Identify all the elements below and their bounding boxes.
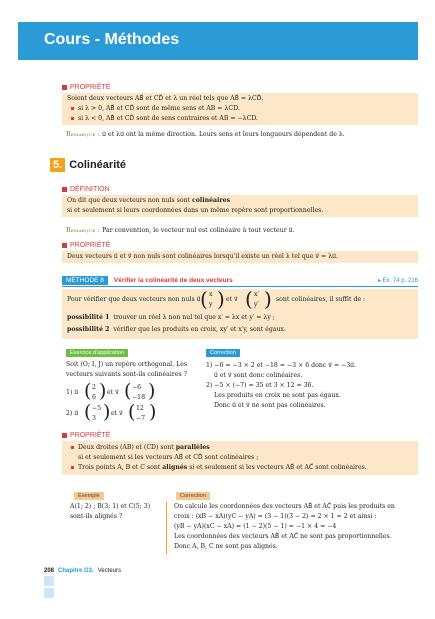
vector-v-coords: ( x′ y′ ) bbox=[245, 287, 272, 311]
header-banner bbox=[18, 22, 418, 60]
definition-line: si et seulement si leurs coordonnées dans un même repère sont proportionnelles. bbox=[67, 207, 324, 214]
method-intro: Pour vérifier que deux vecteurs non nuls u⃗ bbox=[67, 296, 201, 303]
property-heading: PROPRIÉTÉ bbox=[62, 242, 110, 249]
exercise-text: Soit (O; I, J) un repère orthogonal. Les vecteurs suivants sont-ils colinéaires ? bbox=[66, 361, 188, 378]
section-title: Colinéarité bbox=[69, 159, 127, 171]
bullet-icon bbox=[71, 107, 74, 110]
remark: Remarque : Par convention, le vecteur nul est colinéaire à tout vecteur u⃗. bbox=[66, 227, 295, 234]
definition-line: On dit que deux vecteurs non nuls sont colinéaires bbox=[67, 197, 231, 204]
exercise-reference-link[interactable]: ▸ Ex. 74 p. 216 bbox=[377, 278, 418, 284]
bullet-icon bbox=[71, 446, 74, 449]
correction-tag: Correction bbox=[206, 349, 240, 357]
exercise-question-2: 2) u⃗ ( −5 3 ) et v⃗ ( 12 −7 ) bbox=[66, 401, 157, 423]
property-box bbox=[62, 251, 418, 263]
property-line: si et seulement si les vecteurs AB⃗ et CD⃗ sont colinéaires ; bbox=[78, 454, 259, 461]
correction-text: 1) −6 = −3 × 2 et −18 = −3 × 6 donc v⃗ = −3u⃗. u⃗ et v⃗ sont donc colinéaires. 2) −5 × (−7) = 35 et 3 × 12 = 36. Les produits en croix ne sont pas égaux. Donc u⃗ et v⃗ ne sont pas colinéaires. bbox=[206, 362, 357, 409]
section-heading bbox=[50, 158, 126, 172]
correction-text: On calcule les coordonnées des vecteurs AB⃗ et AC⃗ puis les produits en croix : (xB − xA)(yC − yA) = (3 − 1)(3 − 2) = 2 × 1 = 2 et ainsi : (yB − yA)(xC − xA) = (1 − 2)(5 − 1) = −1 × 4 = −4 Les coordonnées des vecteurs AB⃗ et AC⃗ ne sont pas proportionnelles. Donc A, B, C ne sont pas alignés. bbox=[174, 503, 395, 550]
example-text: A(1; 2) ; B(3; 1) et C(5; 3) sont-ils alignés ? bbox=[66, 502, 167, 554]
property-line: Soient deux vecteurs AB⃗ et CD⃗ et λ un réel tels que AB⃗ = λCD⃗. bbox=[67, 95, 264, 102]
correction-tag: Correction bbox=[176, 492, 210, 500]
remark: Remarque : u⃗ et λu⃗ ont la même direction. Leurs sens et leurs longueurs dépendent de λ. bbox=[66, 131, 345, 138]
footer-decoration bbox=[44, 576, 54, 586]
vector-u-coords: ( x y ) bbox=[200, 287, 225, 311]
method-label: MÉTHODE 8 bbox=[62, 276, 108, 285]
method-title: Vérifier la colinéarité de deux vecteurs bbox=[113, 277, 233, 284]
method-box: Pour vérifier que deux vecteurs non nuls u⃗ ( x y ) et v⃗ ( x′ y′ ) sont colinéaires, il suffit de : possibilité 1 trouver un réel λ non nul tel que x′ = λx et y′ = λy ; possibilité 2 vérifier que les produits en croix, xy′ et x′y, sont égaux. bbox=[62, 289, 418, 339]
property-bullet: Trois points A, B et C sont alignés si et seulement si les vecteurs AB⃗ et AC⃗ sont colinéaires. bbox=[67, 464, 367, 471]
method-bar bbox=[62, 276, 418, 287]
property-box bbox=[62, 441, 418, 475]
page-footer bbox=[44, 568, 121, 574]
example-tag: Exemple bbox=[74, 492, 104, 500]
page-title: Cours - Méthodes bbox=[44, 31, 180, 48]
chapter-title: Vecteurs bbox=[97, 568, 122, 574]
property-box bbox=[62, 93, 418, 125]
method-possibility-2: possibilité 2 vérifier que les produits en croix, xy′ et x′y, sont égaux. bbox=[67, 326, 286, 333]
square-bullet-icon bbox=[62, 243, 67, 248]
property-bullet: si λ > 0, AB⃗ et CD⃗ sont de même sens et AB = λCD. bbox=[67, 105, 240, 112]
definition-box bbox=[62, 195, 418, 217]
square-bullet-icon bbox=[62, 187, 67, 192]
property-line: Deux vecteurs u⃗ et v⃗ non nuls sont colinéaires lorsqu'il existe un réel λ tel que v⃗ = λu⃗. bbox=[67, 253, 339, 260]
definition-heading: DÉFINITION bbox=[62, 186, 110, 193]
square-bullet-icon bbox=[62, 433, 67, 438]
bullet-icon bbox=[71, 466, 74, 469]
footer-decoration bbox=[44, 588, 54, 598]
property-bullet: si λ < 0, AB⃗ et CD⃗ sont de sens contraires et AB = −λCD. bbox=[67, 115, 258, 122]
chapter-label: Chapitre G3. bbox=[58, 568, 94, 574]
exercise-question-1: 1) u⃗ ( 2 6 ) et v⃗ ( −6 −18 ) bbox=[66, 380, 156, 402]
page-number: 208 bbox=[44, 568, 55, 574]
property-bullet: Deux droites (AB) et (CD) sont parallèles bbox=[67, 444, 210, 451]
property-heading: PROPRIÉTÉ bbox=[62, 84, 110, 91]
method-possibility-1: possibilité 1 trouver un réel λ non nul tel que x′ = λx et y′ = λy ; bbox=[67, 314, 275, 321]
bullet-icon bbox=[71, 117, 74, 120]
section-number: 5. bbox=[50, 158, 65, 172]
square-bullet-icon bbox=[62, 85, 67, 90]
exercise-tag: Exercice d'application bbox=[66, 349, 128, 357]
property-heading: PROPRIÉTÉ bbox=[62, 432, 110, 439]
